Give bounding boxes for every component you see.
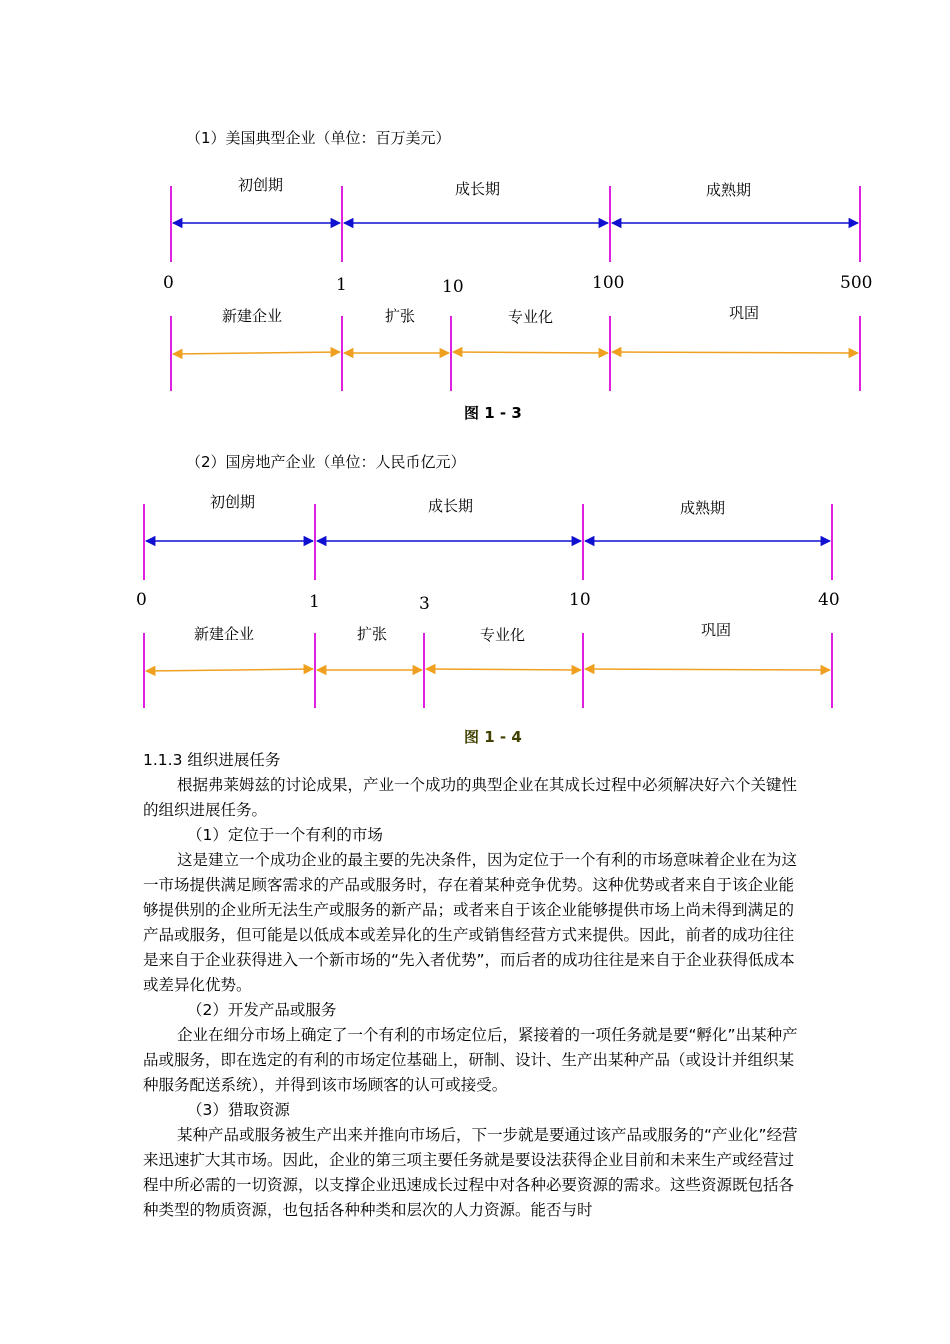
figure2-tick-label: 0: [136, 590, 147, 610]
figure2-stage-arrow: [146, 669, 313, 671]
figure2-stage-arrow: [426, 669, 581, 670]
figure1-stage-new: 新建企业: [222, 307, 283, 325]
figure2-tick-label: 3: [419, 594, 430, 614]
figure2-tick-label: 40: [818, 590, 840, 610]
figure2-phase-mature: 成熟期: [680, 499, 726, 517]
figure1-phase-mature: 成熟期: [706, 181, 752, 199]
item1-paragraph: 这是建立一个成功企业的最主要的先决条件，因为定位于一个有利的市场意味着企业在为这一市场提供满足顾客需求的产品或服务时，存在着某种竞争优势。这种优势或者来自于该企业能够提供别的企业所无法生产或服务的新产品；或者来自于该企业能够提供市场上尚未得到满足的产品或服务，但可能是以低成本或差异化的生产或销售经营方式来提供。因此，前者的成功往往是来自于企业获得进入一个新市场的“先入者优势”，而后者的成功往往是来自于企业获得低成本或差异化优势。: [143, 851, 798, 994]
figure2-heading: （2）国房地产企业（单位：人民币亿元）: [186, 453, 466, 471]
figure2-tick-label: 10: [569, 590, 591, 610]
figure1-stage-consolidate: 巩固: [729, 304, 760, 322]
item3-paragraph: 某种产品或服务被生产出来并推向市场后，下一步就是要通过该产品或服务的“产业化”经营来迅速扩大其市场。因此，企业的第三项主要任务就是要设法获得企业目前和未来生产或经营过程中所必需的一切资源，以支撑企业迅速成长过程中对各种必要资源的需求。这些资源既包括各种类型的物质资源，也包括各种种类和层次的人力资源。能否与时: [143, 1126, 798, 1219]
figure1-stage-expand: 扩张: [385, 307, 416, 325]
figure2-stage-arrow: [585, 669, 830, 670]
figure1-heading: （1）美国典型企业（单位：百万美元）: [186, 129, 451, 147]
figure1-tick-label: 1: [336, 275, 347, 295]
figure2-phase-growth: 成长期: [428, 497, 474, 515]
figure1-tick-label: 100: [592, 273, 625, 293]
figure2-stage-specialize: 专业化: [480, 626, 526, 644]
figure1-phase-growth: 成长期: [455, 180, 501, 198]
figure2-tick-label: 1: [309, 592, 320, 612]
item2-paragraph: 企业在细分市场上确定了一个有利的市场定位后，紧接着的一项任务就是要“孵化”出某种产品或服务，即在选定的有利的市场定位基础上，研制、设计、生产出某种产品（或设计并组织某种服务配送系统），并得到该市场顾客的认可或接受。: [143, 1026, 798, 1094]
intro-paragraph: 根据弗莱姆兹的讨论成果，产业一个成功的典型企业在其成长过程中必须解决好六个关键性的组织进展任务。: [143, 776, 798, 819]
figure1-tick-label: 0: [163, 273, 174, 293]
figure1-stage-specialize: 专业化: [508, 308, 554, 326]
item3-title: （3）猎取资源: [187, 1101, 290, 1119]
figure1-caption: 图 1 - 3: [464, 404, 522, 422]
figure2-stage-new: 新建企业: [194, 625, 255, 643]
figure1-tick-label: 500: [840, 273, 873, 293]
section-title: 1.1.3 组织进展任务: [143, 751, 281, 769]
figure1-phase-startup: 初创期: [238, 176, 284, 194]
figure2-phase-startup: 初创期: [210, 493, 256, 511]
figure2-stage-expand: 扩张: [357, 625, 388, 643]
figure1-tick-label: 10: [442, 277, 464, 297]
item2-title: （2）开发产品或服务: [187, 1001, 337, 1019]
body-text: [143, 748, 809, 1223]
figure2-stage-consolidate: 巩固: [701, 621, 732, 639]
item1-title: （1）定位于一个有利的市场: [187, 826, 383, 844]
figure2-caption: 图 1 - 4: [464, 728, 522, 746]
